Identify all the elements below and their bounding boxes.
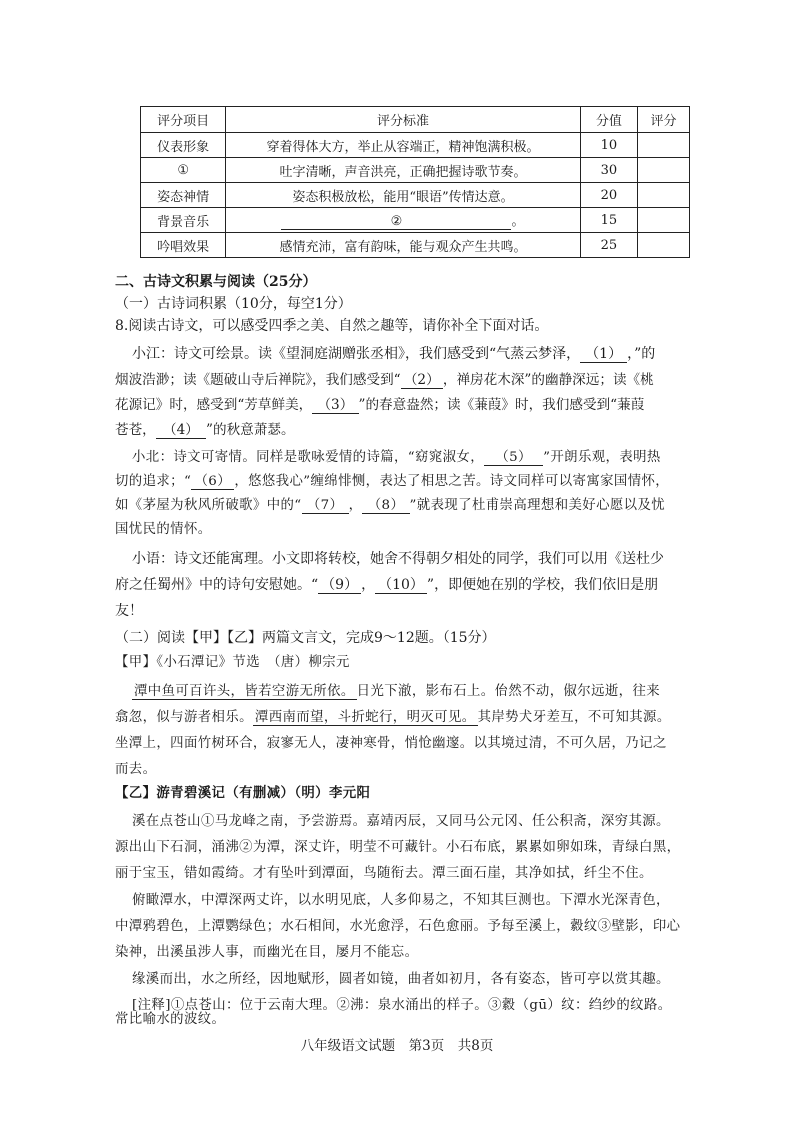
row-standard: 穿着得体大方，举止从容端正，精神饱满积极。 [226, 133, 580, 158]
yi-line-6: 染神，出溪虽涉人事，而幽光在目，屡月不能忘。 [115, 945, 419, 960]
yi-line-1: 溪在点苍山①马龙峰之南，予尝游焉。嘉靖丙辰，又同马公元冈、任公积斋，深穷其源。 [132, 814, 670, 829]
text: 翕忽，似与游者相乐。 [115, 710, 253, 725]
xiaoyu-line-2 [115, 574, 725, 594]
jia-line-4: 而去。 [115, 762, 157, 777]
row-score: 20 [580, 183, 638, 208]
text: 烟波浩渺；读《题破山寺后禅院》，我们感受到“ [115, 372, 401, 388]
row-grade [638, 133, 690, 158]
row-standard: 感情充沛，富有韵味，能与观众产生共鸣。 [226, 233, 580, 258]
underlined-sentence: 潭中鱼可百许头，皆若空游无所依。 [134, 684, 355, 699]
header-grade: 评分 [638, 107, 690, 133]
yi-notes-2: 常比喻水的波纹。 [115, 1012, 226, 1027]
text: 国忧民的情怀。 [115, 522, 212, 537]
header-standard: 评分标准 [226, 107, 580, 133]
blank-10: （10） [375, 577, 427, 594]
text: 小语：诗文还能寓理。小文即将转校，她舍不得朝夕相处的同学，我们可以用《送杜少 [132, 551, 664, 567]
text: 友！ [115, 603, 143, 619]
table-header-row [141, 107, 690, 133]
row-score: 10 [580, 133, 638, 158]
text: ”的春意盎然；读《蒹葭》时，我们感受到“蒹葭 [358, 397, 645, 413]
header-score: 分值 [580, 107, 638, 133]
text: 小北：诗文可寄情。同样是歌咏爱情的诗篇，“窈窕淑女， [132, 450, 485, 465]
blank-2: （2） [401, 372, 443, 389]
yi-notes-1: [注释]①点苍山：位于云南大理。②沸：泉水涌出的样子。③縠（gū）纹：绉纱的纹路。 [132, 998, 672, 1013]
row-grade [638, 208, 690, 233]
xiaoyu-line-3 [115, 600, 725, 620]
score-table [140, 106, 690, 258]
text: 日光下澈，影布石上。佁然不动，俶尔远逝，往来 [356, 684, 661, 699]
text: 切的追求；“ [115, 474, 192, 489]
blank-4: （4） [156, 422, 206, 439]
yi-title: 【乙】游青碧溪记（有删减）（明）李元阳 [115, 785, 371, 801]
row-score: 30 [580, 158, 638, 183]
xiaojiang-line-2 [115, 368, 725, 388]
header-item: 评分项目 [141, 107, 226, 133]
xiaobei-line-2 [115, 470, 725, 489]
jia-line-3: 坐潭上，四面竹树环合，寂寥无人，凄神寒骨，悄怆幽邃。以其境过清，不可久居，乃记之 [115, 736, 667, 751]
xiaobei-line-3 [115, 494, 725, 513]
table-row [141, 158, 690, 183]
yi-line-4: 俯瞰潭水，中潭深两丈许，以水明见底，人多仰易之，不知其巨测也。下潭水光深青色， [132, 893, 670, 908]
xiaobei-line-1 [132, 446, 661, 465]
text: ，”的 [627, 346, 656, 362]
table-row [141, 208, 690, 233]
text: ， [348, 498, 363, 513]
part1-title: （一）古诗词积累（10分，每空1分） [115, 296, 352, 312]
row-item: ① [141, 158, 226, 183]
row-item: 仪表形象 [141, 133, 226, 158]
yi-line-2: 源出山下石洞，涌沸②为潭，深丈许，明莹不可藏针。小石布底，累累如卵如珠，青绿白黑， [115, 840, 681, 855]
section-title: 二、古诗文积累与阅读（25分） [115, 274, 317, 290]
row-standard [226, 208, 580, 233]
blank-end: 。 [511, 214, 525, 229]
table-row [141, 183, 690, 208]
text: ， [361, 577, 376, 593]
row-item: 姿态神情 [141, 183, 226, 208]
page-footer: 八年级语文试题 第3页 共8页 [300, 1038, 494, 1054]
row-grade [638, 233, 690, 258]
text: 如《茅屋为秋风所破歌》中的“ [115, 498, 302, 513]
row-item: 吟唱效果 [141, 233, 226, 258]
blank-6: （6） [191, 474, 234, 490]
text: 小江：诗文可绘景。读《望洞庭湖赠张丞相》，我们感受到“气蒸云梦泽， [132, 346, 581, 362]
xiaojiang-line-4 [115, 418, 725, 438]
blank-1: （1） [580, 346, 627, 363]
xiaojiang-line-1 [132, 343, 655, 363]
answer-blank: ② [281, 214, 511, 230]
row-score: 25 [580, 233, 638, 258]
text: ”就表现了杜甫崇高理想和美好心愿以及忧 [409, 498, 666, 513]
table-row [141, 233, 690, 258]
text: ，禅房花木深”的幽静深远；读《桃 [442, 372, 654, 388]
xiaoyu-line-1 [132, 548, 664, 568]
row-grade [638, 183, 690, 208]
text: 府之任蜀州》中的诗句安慰她。“ [115, 577, 319, 593]
jia-line-1 [132, 680, 660, 699]
text: 花源记》时，感受到“芳草鲜美， [115, 397, 313, 413]
blank-8: （8） [362, 498, 409, 514]
jia-title: 【甲】《小石潭记》节选 （唐）柳宗元 [115, 655, 350, 670]
text: 其岸势犬牙差互，不可知其源。 [477, 710, 671, 725]
row-item: 背景音乐 [141, 208, 226, 233]
row-standard: 吐字清晰，声音洪亮，正确把握诗歌节奏。 [226, 158, 580, 183]
jia-line-2 [115, 706, 725, 725]
text: ”，即便她在别的学校，我们依旧是朋 [426, 577, 659, 593]
row-score: 15 [580, 208, 638, 233]
blank-3: （3） [312, 397, 358, 414]
row-grade [638, 158, 690, 183]
table-row [141, 133, 690, 158]
blank-5: （5） [484, 450, 543, 466]
underlined-sentence: 潭西南而望，斗折蛇行，明灭可见。 [254, 710, 476, 725]
blank-7: （7） [302, 498, 349, 514]
text: ”的秋意萧瑟。 [206, 422, 295, 438]
yi-line-5: 中潭鸦碧色，上潭鹦绿色；水石相间，水光愈浮，石色愈丽。予每至溪上，縠纹③壁影，印心 [115, 919, 681, 934]
row-standard: 姿态积极放松，能用“眼语”传情达意。 [226, 183, 580, 208]
xiaobei-line-4 [115, 518, 725, 537]
blank-9: （9） [318, 577, 361, 594]
text: ，悠悠我心”缠绵悱恻，表达了相思之苦。诗文同样可以寄寓家国情怀， [234, 474, 670, 489]
yi-line-7: 缘溪而出，水之所经，因地赋形，圆者如镜，曲者如初月，各有姿态，皆可亭以赏其趣。 [132, 972, 670, 987]
question-8: 8.阅读古诗文，可以感受四季之美、自然之趣等，请你补全下面对话。 [115, 318, 549, 334]
text: 苍苍， [115, 422, 156, 438]
text: ”开朗乐观，表明热 [543, 450, 661, 465]
yi-line-3: 丽于宝玉，错如霞绮。才有坠叶到潭面，鸟随衔去。潭三面石崖，其净如拭，纤尘不住。 [115, 866, 653, 881]
part2-title: （二）阅读【甲】【乙】两篇文言文，完成9～12题。（15分） [115, 630, 496, 646]
xiaojiang-line-3 [115, 393, 725, 413]
